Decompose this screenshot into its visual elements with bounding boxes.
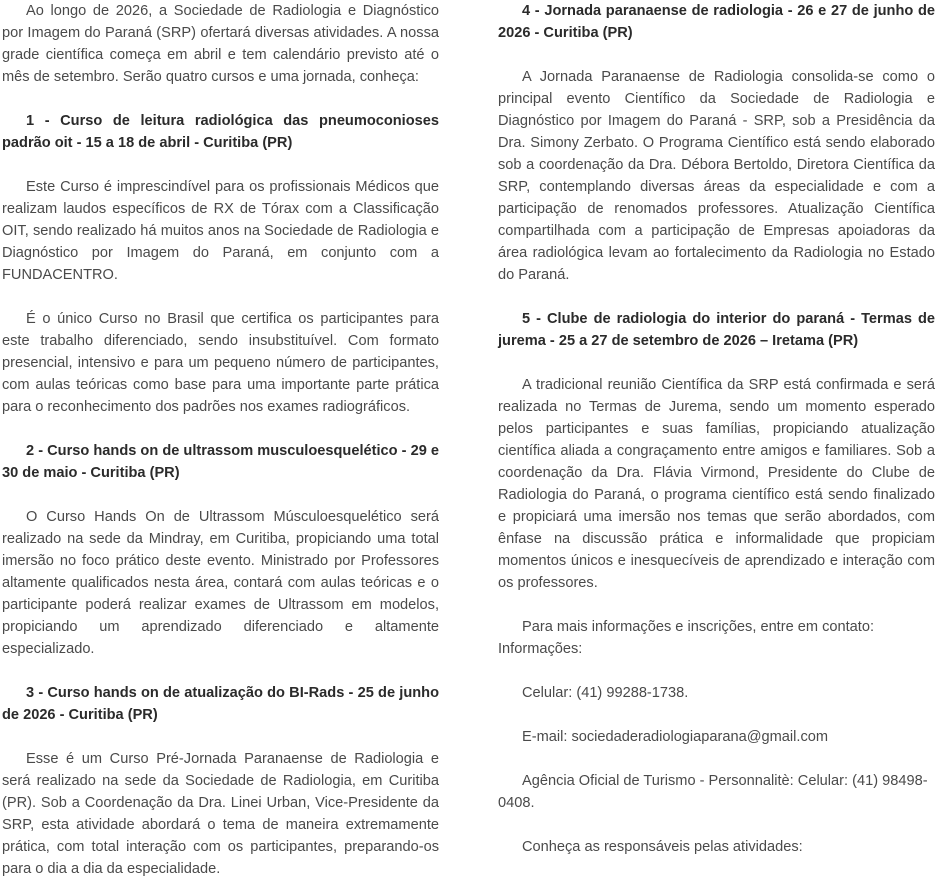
- contact-agency: Agência Oficial de Turismo - Personnalitè: Celular: (41) 98498-0408.: [498, 773, 928, 811]
- section-5-paragraph: A tradicional reunião Científica da SRP está confirmada e será realizada no Termas de Jurema, sendo um momento esperado pelos participantes e suas famílias, propiciando atualização científica aliada a congraçamento entre amigos e familiares. Sob a coordenação da Dra. Flávia Virmond, Presidente do Clube de Radiologia do Paraná, o programa científico está sendo finalizado e propiciará uma imersão nos temas que serão abordados, com ênfase na discussão prática e informalidade que propiciam momentos únicos e inesquecíveis de aprendizado e interação com os professores.: [498, 377, 935, 591]
- closing-line: Conheça as responsáveis pelas atividades:: [522, 839, 803, 855]
- contact-email: E-mail: sociedaderadiologiaparana@gmail.com: [522, 729, 829, 745]
- left-column: [2, 0, 439, 880]
- contact-intro: Para mais informações e inscrições, entre em contato: Informações:: [498, 619, 875, 657]
- section-2-heading: 2 - Curso hands on de ultrassom musculoesquelético - 29 e 30 de maio - Curitiba (PR): [2, 443, 439, 481]
- section-1-heading: 1 - Curso de leitura radiológica das pneumoconioses padrão oit - 15 a 18 de abril - Curitiba (PR): [2, 113, 439, 151]
- right-column: [498, 0, 935, 858]
- intro-paragraph: Ao longo de 2026, a Sociedade de Radiologia e Diagnóstico por Imagem do Paraná (SRP) ofertará diversas atividades. A nossa grade científica começa em abril e tem calendário previsto até o mês de setembro. Serão quatro cursos e uma jornada, conheça:: [2, 3, 439, 85]
- section-1-paragraph-1: Este Curso é imprescindível para os profissionais Médicos que realizam laudos específicos de RX de Tórax com a Classificação OIT, sendo realizado há muitos anos na Sociedade de Radiologia e Diagnóstico por Imagem do Paraná, em conjunto com a FUNDACENTRO.: [2, 179, 439, 283]
- section-5-heading: 5 - Clube de radiologia do interior do paraná - Termas de jurema - 25 a 27 de setembro de 2026 – Iretama (PR): [498, 311, 935, 349]
- section-2-paragraph: O Curso Hands On de Ultrassom Músculoesquelético será realizado na sede da Mindray, em Curitiba, propiciando uma total imersão no foco prático deste evento. Ministrado por Professores altamente qualificados nesta área, contará com aulas teóricas e o participante poderá realizar exames de Ultrassom em modelos, propiciando um aprendizado diferenciado e altamente especializado.: [2, 509, 439, 657]
- section-4-paragraph: A Jornada Paranaense de Radiologia consolida-se como o principal evento Científico da Sociedade de Radiologia e Diagnóstico por Imagem do Paraná - SRP, sob a Presidência da Dra. Simony Zerbato. O Programa Científico está sendo elaborado sob a coordenação da Dra. Débora Bertoldo, Diretora Científica da SRP, contemplando diversas áreas da especialidade e com a participação de renomados professores. Atualização Científica compartilhada com a participação de Empresas apoiadoras da área radiológica levam ao fortalecimento da Radiologia no Estado do Paraná.: [498, 69, 935, 283]
- section-4-heading: 4 - Jornada paranaense de radiologia - 26 e 27 de junho de 2026 - Curitiba (PR): [498, 3, 935, 41]
- section-1-paragraph-2: É o único Curso no Brasil que certifica os participantes para este trabalho diferenciado, sendo insubstituível. Com formato presencial, intensivo e para um pequeno número de participantes, com aulas teóricas como base para uma importante parte prática para o reconhecimento dos padrões nos exames radiográficos.: [2, 311, 439, 415]
- section-3-paragraph: Esse é um Curso Pré-Jornada Paranaense de Radiologia e será realizado na sede da Sociedade de Radiologia, em Curitiba (PR). Sob a Coordenação da Dra. Linei Urban, Vice-Presidente da SRP, esta atividade abordará o tema de maneira extremamente prática, com total interação com os participantes, preparando-os para o dia a dia da especialidade.: [2, 751, 439, 877]
- contact-phone: Celular: (41) 99288-1738.: [522, 685, 689, 701]
- section-3-heading: 3 - Curso hands on de atualização do BI-Rads - 25 de junho de 2026 - Curitiba (PR): [2, 685, 439, 723]
